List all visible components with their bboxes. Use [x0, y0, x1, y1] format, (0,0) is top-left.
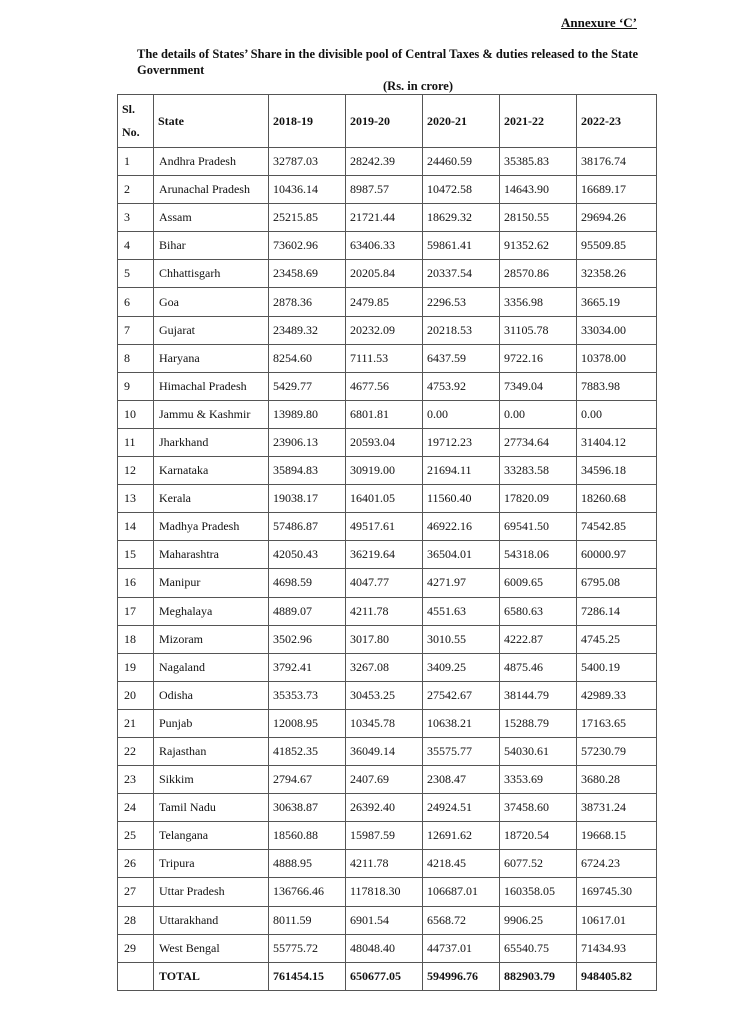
cell-state: Assam	[154, 204, 269, 232]
cell-value: 5400.19	[577, 653, 657, 681]
cell-value: 106687.01	[423, 878, 500, 906]
cell-value: 6801.81	[346, 400, 423, 428]
cell-value: 18560.88	[269, 822, 346, 850]
cell-value: 9906.25	[500, 906, 577, 934]
cell-value: 3680.28	[577, 766, 657, 794]
cell-value: 54030.61	[500, 737, 577, 765]
table-row	[118, 934, 657, 962]
cell-value: 42989.33	[577, 681, 657, 709]
cell-value: 10638.21	[423, 709, 500, 737]
cell-sl-no: 15	[118, 541, 154, 569]
cell-value: 4211.78	[346, 597, 423, 625]
cell-sl-no: 29	[118, 934, 154, 962]
cell-value: 13989.80	[269, 400, 346, 428]
cell-value: 46922.16	[423, 513, 500, 541]
cell-state: Meghalaya	[154, 597, 269, 625]
cell-value: 3353.69	[500, 766, 577, 794]
cell-value: 17820.09	[500, 485, 577, 513]
cell-value: 20205.84	[346, 260, 423, 288]
cell-total-value: 948405.82	[577, 962, 657, 990]
cell-value: 136766.46	[269, 878, 346, 906]
cell-sl-no: 9	[118, 372, 154, 400]
cell-value: 7883.98	[577, 372, 657, 400]
cell-value: 20593.04	[346, 428, 423, 456]
cell-value: 16401.05	[346, 485, 423, 513]
table-row	[118, 288, 657, 316]
cell-value: 95509.85	[577, 232, 657, 260]
cell-value: 24924.51	[423, 794, 500, 822]
cell-value: 3665.19	[577, 288, 657, 316]
cell-value: 36219.64	[346, 541, 423, 569]
cell-value: 21694.11	[423, 457, 500, 485]
cell-total-label: TOTAL	[154, 962, 269, 990]
cell-value: 2407.69	[346, 766, 423, 794]
cell-state: Goa	[154, 288, 269, 316]
annexure-label: Annexure ‘C’	[561, 15, 637, 30]
cell-value: 21721.44	[346, 204, 423, 232]
cell-state: Himachal Pradesh	[154, 372, 269, 400]
cell-value: 3409.25	[423, 653, 500, 681]
table-row	[118, 625, 657, 653]
cell-sl-no: 7	[118, 316, 154, 344]
cell-value: 57230.79	[577, 737, 657, 765]
table-row	[118, 850, 657, 878]
header-year: 2022-23	[577, 95, 657, 148]
cell-value: 15288.79	[500, 709, 577, 737]
cell-sl-no: 20	[118, 681, 154, 709]
cell-sl-no: 24	[118, 794, 154, 822]
cell-value: 9722.16	[500, 344, 577, 372]
cell-value: 34596.18	[577, 457, 657, 485]
cell-state: Sikkim	[154, 766, 269, 794]
table-row	[118, 653, 657, 681]
header-year: 2019-20	[346, 95, 423, 148]
cell-value: 7286.14	[577, 597, 657, 625]
cell-value: 65540.75	[500, 934, 577, 962]
cell-value: 31404.12	[577, 428, 657, 456]
table-row	[118, 597, 657, 625]
cell-sl-no: 2	[118, 176, 154, 204]
cell-value: 38144.79	[500, 681, 577, 709]
cell-value: 29694.26	[577, 204, 657, 232]
cell-value: 63406.33	[346, 232, 423, 260]
cell-sl-no: 5	[118, 260, 154, 288]
cell-sl-no: 18	[118, 625, 154, 653]
cell-value: 4211.78	[346, 850, 423, 878]
table-row	[118, 344, 657, 372]
cell-value: 20218.53	[423, 316, 500, 344]
cell-total-value: 882903.79	[500, 962, 577, 990]
cell-value: 30453.25	[346, 681, 423, 709]
document-title: The details of States’ Share in the divisible pool of Central Taxes & duties released to the State Government	[137, 47, 639, 77]
cell-value: 19712.23	[423, 428, 500, 456]
cell-total-value: 594996.76	[423, 962, 500, 990]
cell-value: 7111.53	[346, 344, 423, 372]
header-sl-line2: No.	[122, 125, 140, 139]
cell-value: 4745.25	[577, 625, 657, 653]
cell-value: 37458.60	[500, 794, 577, 822]
cell-value: 91352.62	[500, 232, 577, 260]
cell-value: 28242.39	[346, 148, 423, 176]
header-year: 2020-21	[423, 95, 500, 148]
cell-state: Madhya Pradesh	[154, 513, 269, 541]
cell-value: 2878.36	[269, 288, 346, 316]
cell-value: 24460.59	[423, 148, 500, 176]
cell-value: 12008.95	[269, 709, 346, 737]
cell-sl-no: 23	[118, 766, 154, 794]
cell-sl-no: 26	[118, 850, 154, 878]
cell-value: 44737.01	[423, 934, 500, 962]
table-row	[118, 260, 657, 288]
cell-value: 3792.41	[269, 653, 346, 681]
cell-state: West Bengal	[154, 934, 269, 962]
cell-sl-no: 3	[118, 204, 154, 232]
cell-value: 6009.65	[500, 569, 577, 597]
table-row	[118, 176, 657, 204]
cell-value: 8987.57	[346, 176, 423, 204]
cell-value: 6901.54	[346, 906, 423, 934]
table-row	[118, 428, 657, 456]
cell-value: 10378.00	[577, 344, 657, 372]
cell-value: 27734.64	[500, 428, 577, 456]
table-row	[118, 794, 657, 822]
header-sl-line1: Sl.	[122, 102, 136, 116]
cell-value: 169745.30	[577, 878, 657, 906]
cell-value: 30919.00	[346, 457, 423, 485]
cell-sl-no: 13	[118, 485, 154, 513]
cell-value: 10345.78	[346, 709, 423, 737]
cell-state: Maharashtra	[154, 541, 269, 569]
cell-value: 32358.26	[577, 260, 657, 288]
cell-sl-no: 22	[118, 737, 154, 765]
cell-value: 23458.69	[269, 260, 346, 288]
cell-value: 2296.53	[423, 288, 500, 316]
cell-value: 36504.01	[423, 541, 500, 569]
cell-value: 18260.68	[577, 485, 657, 513]
cell-sl-no: 28	[118, 906, 154, 934]
cell-value: 18720.54	[500, 822, 577, 850]
cell-value: 0.00	[423, 400, 500, 428]
cell-value: 160358.05	[500, 878, 577, 906]
cell-sl-no: 25	[118, 822, 154, 850]
cell-value: 42050.43	[269, 541, 346, 569]
unit-label: (Rs. in crore)	[383, 79, 454, 93]
cell-value: 8254.60	[269, 344, 346, 372]
table-row	[118, 737, 657, 765]
cell-value: 59861.41	[423, 232, 500, 260]
cell-value: 10472.58	[423, 176, 500, 204]
cell-state: Gujarat	[154, 316, 269, 344]
cell-sl-no: 14	[118, 513, 154, 541]
table-row	[118, 204, 657, 232]
table-row	[118, 232, 657, 260]
cell-state: Telangana	[154, 822, 269, 850]
cell-value: 4551.63	[423, 597, 500, 625]
cell-sl-no: 16	[118, 569, 154, 597]
table-row	[118, 513, 657, 541]
cell-sl-no: 1	[118, 148, 154, 176]
cell-value: 4047.77	[346, 569, 423, 597]
cell-total-sl-empty	[118, 962, 154, 990]
cell-state: Uttarakhand	[154, 906, 269, 934]
cell-sl-no: 27	[118, 878, 154, 906]
table-row	[118, 709, 657, 737]
cell-sl-no: 17	[118, 597, 154, 625]
cell-state: Rajasthan	[154, 737, 269, 765]
cell-value: 35353.73	[269, 681, 346, 709]
cell-state: Haryana	[154, 344, 269, 372]
cell-state: Jammu & Kashmir	[154, 400, 269, 428]
cell-sl-no: 12	[118, 457, 154, 485]
cell-sl-no: 8	[118, 344, 154, 372]
cell-sl-no: 4	[118, 232, 154, 260]
total-row	[118, 962, 657, 990]
cell-value: 23906.13	[269, 428, 346, 456]
cell-value: 17163.65	[577, 709, 657, 737]
cell-state: Uttar Pradesh	[154, 878, 269, 906]
cell-value: 73602.96	[269, 232, 346, 260]
cell-value: 4875.46	[500, 653, 577, 681]
cell-value: 33283.58	[500, 457, 577, 485]
cell-value: 41852.35	[269, 737, 346, 765]
table-row	[118, 541, 657, 569]
cell-value: 16689.17	[577, 176, 657, 204]
cell-value: 8011.59	[269, 906, 346, 934]
cell-value: 18629.32	[423, 204, 500, 232]
table-row	[118, 485, 657, 513]
header-state: State	[154, 95, 269, 148]
table-row	[118, 569, 657, 597]
cell-value: 11560.40	[423, 485, 500, 513]
cell-value: 69541.50	[500, 513, 577, 541]
table-row	[118, 148, 657, 176]
cell-value: 6724.23	[577, 850, 657, 878]
cell-state: Bihar	[154, 232, 269, 260]
table-body	[118, 148, 657, 991]
cell-value: 57486.87	[269, 513, 346, 541]
header-sl-no	[118, 95, 154, 148]
cell-value: 4218.45	[423, 850, 500, 878]
cell-value: 4677.56	[346, 372, 423, 400]
cell-value: 0.00	[577, 400, 657, 428]
cell-value: 27542.67	[423, 681, 500, 709]
cell-total-value: 761454.15	[269, 962, 346, 990]
cell-value: 60000.97	[577, 541, 657, 569]
cell-state: Odisha	[154, 681, 269, 709]
cell-state: Manipur	[154, 569, 269, 597]
cell-value: 25215.85	[269, 204, 346, 232]
cell-value: 14643.90	[500, 176, 577, 204]
cell-value: 28570.86	[500, 260, 577, 288]
cell-value: 3356.98	[500, 288, 577, 316]
states-share-table	[117, 94, 657, 991]
table-row	[118, 906, 657, 934]
cell-state: Tamil Nadu	[154, 794, 269, 822]
cell-value: 3010.55	[423, 625, 500, 653]
cell-value: 6077.52	[500, 850, 577, 878]
cell-value: 23489.32	[269, 316, 346, 344]
cell-state: Punjab	[154, 709, 269, 737]
cell-value: 36049.14	[346, 737, 423, 765]
cell-value: 5429.77	[269, 372, 346, 400]
table-header	[118, 95, 657, 148]
cell-value: 6580.63	[500, 597, 577, 625]
cell-sl-no: 21	[118, 709, 154, 737]
cell-value: 10436.14	[269, 176, 346, 204]
cell-sl-no: 6	[118, 288, 154, 316]
cell-value: 74542.85	[577, 513, 657, 541]
cell-value: 35575.77	[423, 737, 500, 765]
cell-total-value: 650677.05	[346, 962, 423, 990]
cell-value: 12691.62	[423, 822, 500, 850]
cell-value: 2479.85	[346, 288, 423, 316]
cell-state: Jharkhand	[154, 428, 269, 456]
cell-state: Chhattisgarh	[154, 260, 269, 288]
cell-value: 15987.59	[346, 822, 423, 850]
cell-value: 7349.04	[500, 372, 577, 400]
table-row	[118, 400, 657, 428]
cell-value: 4889.07	[269, 597, 346, 625]
cell-value: 32787.03	[269, 148, 346, 176]
cell-value: 6568.72	[423, 906, 500, 934]
cell-value: 20232.09	[346, 316, 423, 344]
cell-value: 26392.40	[346, 794, 423, 822]
table-row	[118, 372, 657, 400]
table-row	[118, 681, 657, 709]
cell-value: 49517.61	[346, 513, 423, 541]
cell-value: 0.00	[500, 400, 577, 428]
cell-state: Andhra Pradesh	[154, 148, 269, 176]
cell-state: Arunachal Pradesh	[154, 176, 269, 204]
cell-value: 30638.87	[269, 794, 346, 822]
cell-value: 38731.24	[577, 794, 657, 822]
cell-value: 6437.59	[423, 344, 500, 372]
cell-value: 38176.74	[577, 148, 657, 176]
cell-sl-no: 10	[118, 400, 154, 428]
cell-value: 3017.80	[346, 625, 423, 653]
cell-state: Karnataka	[154, 457, 269, 485]
cell-value: 10617.01	[577, 906, 657, 934]
cell-value: 19038.17	[269, 485, 346, 513]
header-row	[118, 95, 657, 148]
cell-state: Tripura	[154, 850, 269, 878]
cell-value: 6795.08	[577, 569, 657, 597]
cell-value: 4698.59	[269, 569, 346, 597]
cell-state: Mizoram	[154, 625, 269, 653]
table-row	[118, 457, 657, 485]
cell-value: 19668.15	[577, 822, 657, 850]
header-year: 2021-22	[500, 95, 577, 148]
cell-sl-no: 11	[118, 428, 154, 456]
header-year: 2018-19	[269, 95, 346, 148]
cell-value: 33034.00	[577, 316, 657, 344]
cell-value: 3267.08	[346, 653, 423, 681]
cell-value: 3502.96	[269, 625, 346, 653]
cell-value: 2794.67	[269, 766, 346, 794]
cell-value: 55775.72	[269, 934, 346, 962]
cell-state: Nagaland	[154, 653, 269, 681]
cell-value: 4888.95	[269, 850, 346, 878]
table-row	[118, 316, 657, 344]
cell-value: 28150.55	[500, 204, 577, 232]
cell-value: 48048.40	[346, 934, 423, 962]
cell-value: 4222.87	[500, 625, 577, 653]
table-row	[118, 822, 657, 850]
cell-value: 2308.47	[423, 766, 500, 794]
cell-sl-no: 19	[118, 653, 154, 681]
cell-state: Kerala	[154, 485, 269, 513]
table-row	[118, 766, 657, 794]
cell-value: 4271.97	[423, 569, 500, 597]
cell-value: 54318.06	[500, 541, 577, 569]
cell-value: 117818.30	[346, 878, 423, 906]
cell-value: 20337.54	[423, 260, 500, 288]
cell-value: 35894.83	[269, 457, 346, 485]
cell-value: 31105.78	[500, 316, 577, 344]
cell-value: 35385.83	[500, 148, 577, 176]
table-row	[118, 878, 657, 906]
cell-value: 71434.93	[577, 934, 657, 962]
cell-value: 4753.92	[423, 372, 500, 400]
